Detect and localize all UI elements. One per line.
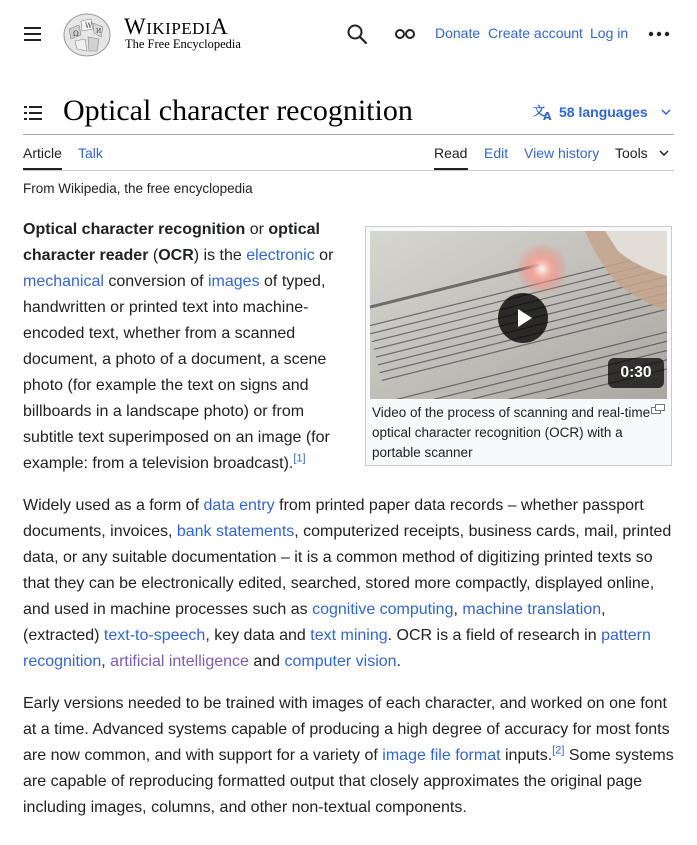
link-bank-statements[interactable]: bank statements — [176, 523, 295, 540]
text: or — [314, 247, 334, 264]
text: or — [245, 221, 269, 238]
bold-term: OCR — [158, 247, 194, 264]
text: of typed, handwritten or printed text into machine-encoded text, whether from a scanned document, a photo of a document, a scene photo (for example the text on signs and billboards in a landscape photo) or from subtitle text superimposed on an image (for example: from a television broadcast). — [23, 273, 330, 472]
text: , — [101, 653, 111, 670]
search-button[interactable] — [345, 22, 369, 46]
link-cognitive-computing[interactable]: cognitive computing — [312, 601, 454, 618]
link-mechanical[interactable]: mechanical — [23, 273, 104, 290]
text: from printed paper data records – whether passport documents, invoices, — [23, 497, 644, 540]
link-computer-vision[interactable]: computer vision — [284, 653, 397, 670]
create-account-link[interactable]: Create account — [488, 25, 583, 41]
text: , key data and — [205, 627, 311, 644]
link-images[interactable]: images — [208, 273, 260, 290]
wikipedia-globe-logo[interactable] — [61, 11, 113, 57]
text: inputs. — [500, 747, 553, 764]
paragraph-history — [23, 691, 674, 821]
ellipsis-icon — [647, 24, 671, 44]
link-text-to-speech[interactable]: text-to-speech — [103, 627, 206, 644]
watchlist-icon — [393, 24, 417, 44]
link-electronic[interactable]: electronic — [246, 247, 315, 264]
translate-icon — [533, 103, 553, 121]
svg-text:文: 文 — [533, 104, 546, 118]
svg-text:W: W — [85, 22, 93, 30]
text: Early versions needed to be trained with images of each character, and worked on one font at a time. Advanced systems capable of producing a high degree of accuracy for most fonts are now common, and with support for a variety of — [23, 695, 670, 764]
video-caption: Video of the process of scanning and real-time optical character recognition (OCR) with a portable scanner — [372, 405, 651, 460]
svg-text:И: И — [96, 28, 102, 35]
tabs-divider — [23, 170, 674, 171]
tools-label: Tools — [615, 145, 648, 161]
menu-icon — [22, 23, 44, 45]
page-title: Optical character recognition — [63, 94, 413, 127]
tab-read[interactable]: Read — [434, 145, 468, 161]
reference-2[interactable]: [2] — [552, 744, 565, 757]
link-pattern-recognition[interactable]: pattern recognition — [23, 627, 651, 670]
link-artificial-intelligence[interactable]: artificial intelligence — [110, 653, 249, 670]
donate-link[interactable]: Donate — [435, 25, 481, 41]
wordmark-first: W — [124, 14, 147, 39]
bold-term: optical character reader — [23, 221, 320, 264]
text: , (extracted) — [23, 601, 606, 644]
link-text-mining[interactable]: text mining — [310, 627, 388, 644]
video-player[interactable] — [370, 231, 667, 399]
tab-view-history[interactable]: View history — [524, 145, 600, 161]
wordmark-middle: IKIPEDI — [146, 19, 212, 38]
video-figure — [365, 226, 672, 466]
link-machine-translation[interactable]: machine translation — [462, 601, 602, 618]
play-button[interactable] — [498, 293, 548, 343]
site-sub-title: From Wikipedia, the free encyclopedia — [23, 181, 253, 196]
tab-edit[interactable]: Edit — [484, 145, 509, 161]
reference-1[interactable]: [1] — [293, 452, 306, 465]
chevron-down-icon — [658, 149, 670, 157]
table-of-contents-icon — [23, 104, 43, 122]
languages-button[interactable] — [533, 103, 672, 121]
text: ) is the — [193, 247, 247, 264]
text: , — [453, 601, 463, 618]
title-divider — [23, 134, 674, 135]
play-icon — [516, 308, 534, 328]
text: and — [248, 653, 285, 670]
text: . OCR is a field of research in — [387, 627, 602, 644]
text: . — [396, 653, 401, 670]
svg-text:A: A — [543, 110, 552, 121]
languages-label: 58 languages — [559, 104, 648, 120]
table-of-contents-button[interactable] — [23, 104, 43, 122]
bold-term: Optical character recognition — [23, 221, 246, 238]
tab-article[interactable]: Article — [23, 145, 62, 161]
chevron-down-icon — [660, 108, 672, 116]
video-duration: 0:30 — [608, 358, 664, 388]
text: , computerized receipts, business cards, mail, printed data, or any suitable documentation – it is a common method of digitizing printed texts so that they can be electronically edited, searched, stored more compactly, displayed online, and used in machine processes such as — [23, 523, 672, 618]
svg-text:Ω: Ω — [73, 30, 79, 38]
text: conversion of — [103, 273, 208, 290]
main-menu-button[interactable] — [22, 23, 44, 45]
text: ( — [148, 247, 159, 264]
wordmark-last: A — [211, 14, 229, 39]
paragraph-usage — [23, 493, 674, 675]
text: Widely used as a form of — [23, 497, 204, 514]
paragraph-intro — [23, 217, 343, 477]
more-options-button[interactable] — [647, 24, 671, 44]
tools-dropdown[interactable] — [615, 145, 670, 161]
watchlist-button[interactable] — [393, 24, 417, 44]
enlarge-icon[interactable] — [651, 404, 665, 414]
search-icon — [345, 22, 369, 46]
login-link[interactable]: Log in — [590, 25, 629, 41]
tab-talk[interactable]: Talk — [78, 145, 103, 161]
link-data-entry[interactable]: data entry — [203, 497, 275, 514]
wikipedia-tagline: The Free Encyclopedia — [125, 37, 241, 51]
link-image-file-format[interactable]: image file format — [382, 747, 501, 764]
text: Some systems are capable of reproducing formatted output that closely approximates the original page including images, columns, and other non-textual components. — [23, 747, 674, 816]
